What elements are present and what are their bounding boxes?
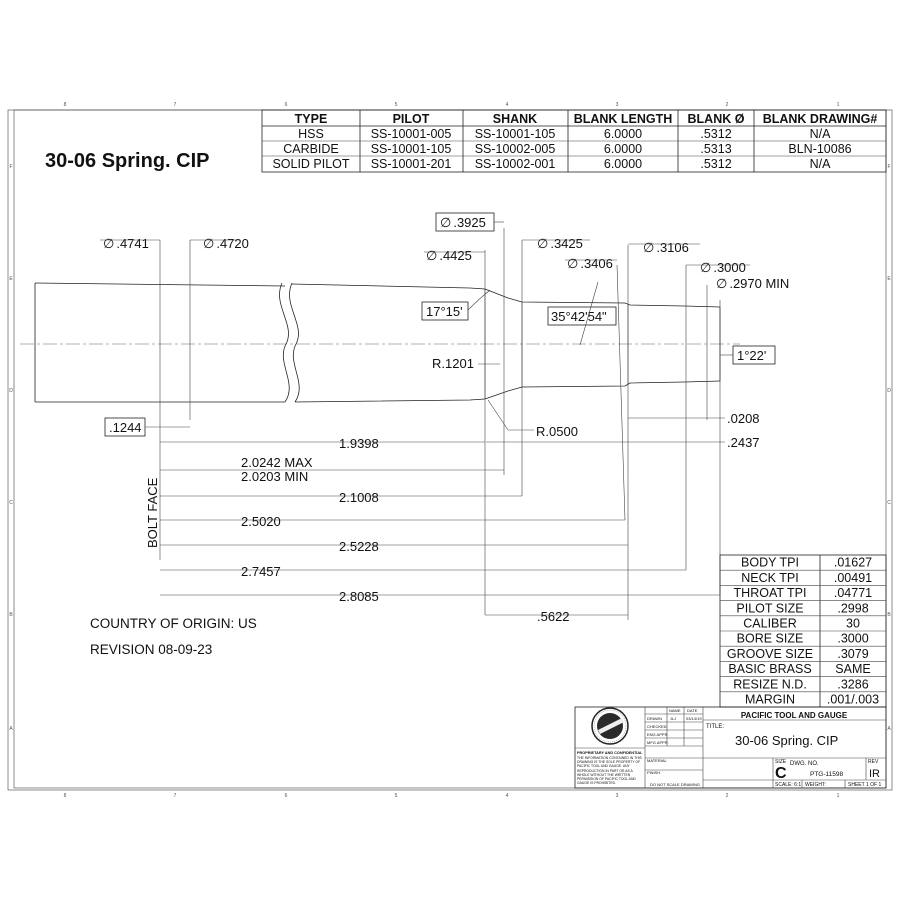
do-not-scale-note: DO NOT SCALE DRAWING <box>650 782 701 787</box>
angle-throat-label: 35°42'54" <box>551 309 607 324</box>
zone-column-marker: 7 <box>173 793 177 799</box>
zone-column-marker: 4 <box>505 793 509 799</box>
spec-label: PILOT SIZE <box>736 601 804 616</box>
rev-label: REV <box>868 759 879 765</box>
material-label: MATERIAL <box>647 758 667 763</box>
blank-table-header-blank-drawing: BLANK DRAWING# <box>762 112 878 126</box>
zone-column-marker: 2 <box>725 102 729 108</box>
company-logo <box>592 708 628 744</box>
zone-row-marker: F <box>9 164 13 170</box>
zone-column-marker: 4 <box>505 102 509 108</box>
approval-row-name: JLJ <box>670 716 677 721</box>
zone-column-marker: 6 <box>284 102 288 108</box>
title-block <box>575 707 886 788</box>
proprietary-text-box <box>577 756 643 788</box>
zone-column-marker: 3 <box>615 793 619 799</box>
blank-table-cell: HSS <box>298 127 324 141</box>
diameter-2970-label: ∅ .2970 MIN <box>716 276 790 291</box>
approval-row-date: 03/14/19 <box>686 716 702 721</box>
approval-row-label: MFG APPR. <box>647 740 669 745</box>
spec-value: .3000 <box>837 631 869 646</box>
approval-row-label: ENG APPR. <box>647 732 669 737</box>
blank-table-cell: SS-10001-005 <box>370 127 452 141</box>
diameter-3106-label: ∅ .3106 <box>643 240 689 255</box>
approval-row-label: DRAWN <box>647 716 662 721</box>
zone-markers-top <box>64 102 840 108</box>
zone-markers-right <box>887 164 891 732</box>
rev-value: IR <box>869 768 880 780</box>
revision-note: REVISION 08-09-23 <box>90 642 213 657</box>
diameter-3425-label: ∅ .3425 <box>537 236 583 251</box>
company-name: PACIFIC TOOL AND GAUGE <box>740 711 848 720</box>
length-dimensions <box>105 411 760 624</box>
spec-value: .001/.003 <box>826 692 880 707</box>
diameter-4741-label: ∅ .4741 <box>103 236 149 251</box>
spec-value: 30 <box>846 616 860 631</box>
radius-callouts <box>432 356 578 439</box>
zone-row-marker: C <box>9 500 13 506</box>
length-1244-label: .1244 <box>109 420 142 435</box>
dwg-no: PTG-11598 <box>810 771 844 778</box>
diameter-3925-label: ∅ .3925 <box>440 215 486 230</box>
blank-table-cell: .5313 <box>700 142 732 156</box>
break-line-right <box>290 283 300 402</box>
angle-shoulder-label: 17°15' <box>426 304 463 319</box>
angle-taper-label: 1°22' <box>737 348 767 363</box>
zone-row-marker: A <box>9 726 13 732</box>
spec-label: RESIZE N.D. <box>733 677 807 692</box>
title-label: TITLE: <box>706 724 725 730</box>
length-20242-label: 2.0242 MAX <box>241 455 313 470</box>
radius-0500-label: R.0500 <box>536 424 578 439</box>
zone-row-marker: D <box>9 388 13 394</box>
specs-table <box>720 555 886 707</box>
finish-label: FINISH <box>647 770 661 775</box>
blank-table-cell: 6.0000 <box>603 127 643 141</box>
length-0208-label: .0208 <box>727 411 760 426</box>
chamber-bottom-edge <box>295 381 720 402</box>
zone-row-marker: F <box>887 164 891 170</box>
zone-row-marker: C <box>887 500 891 506</box>
zone-row-marker: B <box>9 612 13 618</box>
drawing-title: 30-06 Spring. CIP <box>45 150 210 172</box>
zone-column-marker: 5 <box>394 793 398 799</box>
reamer-profile <box>20 283 740 402</box>
bolt-face-label: BOLT FACE <box>145 477 160 548</box>
blank-table-header-blank-diameter: BLANK Ø <box>687 112 745 126</box>
spec-value: .01627 <box>833 555 873 570</box>
length-25020-label: 2.5020 <box>241 514 281 529</box>
length-2437-label: .2437 <box>727 435 760 450</box>
scale: SCALE: 6:1 <box>775 782 802 788</box>
spec-label: BASIC BRASS <box>728 662 812 677</box>
length-19398-label: 1.9398 <box>339 436 379 451</box>
blank-table-cell: 6.0000 <box>603 157 643 171</box>
length-25228-label: 2.5228 <box>339 539 379 554</box>
blank-table-cell: BLN-10086 <box>788 142 852 156</box>
zone-column-marker: 1 <box>836 793 840 799</box>
diameter-4720-label: ∅ .4720 <box>203 236 249 251</box>
diameter-callouts <box>100 213 789 615</box>
approval-row-label: CHECKED <box>647 724 667 729</box>
blank-table-header-type: TYPE <box>294 112 328 126</box>
diameter-4425-label: ∅ .4425 <box>426 248 472 263</box>
radius-1201-label: R.1201 <box>432 356 474 371</box>
blank-table-header-pilot: PILOT <box>392 112 430 126</box>
spec-value: .3079 <box>837 646 869 661</box>
country-of-origin: COUNTRY OF ORIGIN: US <box>90 616 257 631</box>
zone-markers-bottom <box>64 793 840 799</box>
length-21008-label: 2.1008 <box>339 490 379 505</box>
angle-callouts <box>422 282 775 364</box>
zone-markers-left <box>9 164 13 732</box>
zone-row-marker: E <box>9 276 13 282</box>
spec-value: .00491 <box>833 570 873 585</box>
blank-table-cell: SS-10002-005 <box>474 142 556 156</box>
blank-table <box>262 110 886 172</box>
blank-table-cell: .5312 <box>700 127 732 141</box>
spec-label: NECK TPI <box>741 570 799 585</box>
blank-table-cell: N/A <box>809 157 831 171</box>
spec-value: .3286 <box>837 677 869 692</box>
spec-label: BODY TPI <box>741 555 799 570</box>
zone-column-marker: 2 <box>725 793 729 799</box>
length-27457-label: 2.7457 <box>241 564 281 579</box>
blank-table-cell: SS-10001-105 <box>474 127 556 141</box>
zone-row-marker: A <box>887 726 891 732</box>
blank-table-cell: 6.0000 <box>603 142 643 156</box>
break-line-left <box>280 283 290 402</box>
date-column-label: DATE <box>687 708 698 713</box>
blank-table-cell: CARBIDE <box>283 142 339 156</box>
zone-column-marker: 6 <box>284 793 288 799</box>
sheet-number: SHEET 1 OF 1 <box>848 782 882 788</box>
spec-value: .2998 <box>837 601 869 616</box>
zone-row-marker: E <box>887 276 891 282</box>
zone-column-marker: 7 <box>173 102 177 108</box>
blank-table-cell: SOLID PILOT <box>272 157 350 171</box>
spec-value: .04771 <box>833 586 873 601</box>
name-column-label: NAME <box>669 708 681 713</box>
length-5622-label: .5622 <box>537 609 570 624</box>
blank-table-cell: SS-10002-001 <box>474 157 556 171</box>
proprietary-heading: PROPRIETARY AND CONFIDENTIAL <box>577 751 643 755</box>
dwg-no-label: DWG. NO. <box>790 761 819 767</box>
length-28085-label: 2.8085 <box>339 589 379 604</box>
blank-table-cell: SS-10001-105 <box>370 142 452 156</box>
zone-column-marker: 8 <box>63 102 67 108</box>
zone-column-marker: 5 <box>394 102 398 108</box>
spec-label: CALIBER <box>743 616 797 631</box>
weight: WEIGHT: <box>805 782 826 788</box>
diameter-3406-label: ∅ .3406 <box>567 256 613 271</box>
title-block-title: 30-06 Spring. CIP <box>735 733 839 748</box>
spec-label: THROAT TPI <box>733 586 807 601</box>
spec-value: SAME <box>835 662 871 677</box>
zone-column-marker: 1 <box>836 102 840 108</box>
blank-table-header-shank: SHANK <box>492 112 538 126</box>
blank-table-cell: N/A <box>809 127 831 141</box>
diameter-3000-label: ∅ .3000 <box>700 260 746 275</box>
blank-table-cell: SS-10001-201 <box>370 157 452 171</box>
size-label: SIZE <box>775 759 787 765</box>
chamber-top-edge <box>292 284 720 307</box>
sheet-size: C <box>775 765 787 782</box>
blank-table-cell: .5312 <box>700 157 732 171</box>
spec-label: BORE SIZE <box>736 631 804 646</box>
proprietary-text: THE INFORMATION CONTAINED IN THIS DRAWING IS THE SOLE PROPERTY OF PACIFIC TOOL AND GAUGE. ANY REPRODUCTION IN PART OR AS A WHOLE WITHOUT THE WRITTEN PERMISSION OF PACIFIC TOOL AND GAUGE IS PROHIBITED. <box>577 756 642 786</box>
length-20203-label: 2.0203 MIN <box>241 469 309 484</box>
blank-table-header-blank-length: BLANK LENGTH <box>573 112 673 126</box>
zone-row-marker: B <box>887 612 891 618</box>
zone-row-marker: D <box>887 388 891 394</box>
spec-label: MARGIN <box>745 692 795 707</box>
zone-column-marker: 3 <box>615 102 619 108</box>
spec-label: GROOVE SIZE <box>726 646 814 661</box>
zone-column-marker: 8 <box>63 793 67 799</box>
